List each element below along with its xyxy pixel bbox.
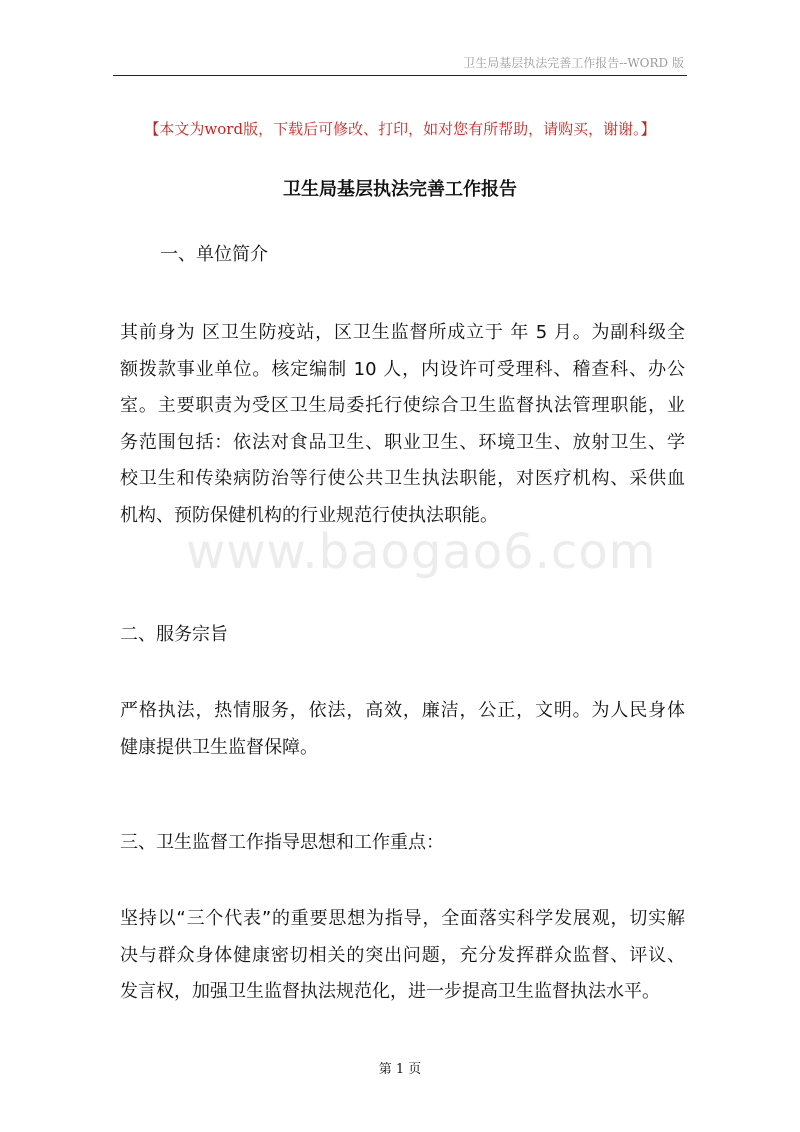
watermark: www.baogao6.com (186, 524, 657, 580)
section-paragraph-1 (120, 315, 685, 534)
running-header: 卫生局基层执法完善工作报告--WORD 版 (463, 56, 684, 70)
section-heading-3: 三、卫生监督工作指导思想和工作重点： (120, 832, 444, 853)
paragraph-line: 校卫生和传染病防治等行使公共卫生执法职能，对医疗机构、采供血 (120, 468, 685, 489)
header-divider (113, 75, 687, 76)
paragraph-line: 严格执法，热情服务，依法，高效，廉洁，公正，文明。为人民身体 (120, 700, 685, 721)
paragraph-line: 发言权，加强卫生监督执法规范化，进一步提高卫生监督执法水平。 (120, 981, 660, 1002)
section-paragraph-2 (120, 693, 685, 766)
section-heading-1: 一、单位简介 (160, 244, 268, 265)
document-title: 卫生局基层执法完善工作报告 (283, 179, 517, 200)
paragraph-line: 决与群众身体健康密切相关的突出问题，充分发挥群众监督、评议、 (120, 944, 685, 966)
paragraph-line: 额拨款事业单位。核定编制 10 人，内设许可受理科、稽查科、办公 (120, 358, 685, 380)
paragraph-line: 机构、预防保健机构的行业规范行使执法职能。 (120, 504, 498, 526)
paragraph-line: 健康提供卫生监督保障。 (120, 736, 318, 758)
paragraph-line: 室。主要职责为受区卫生局委托行使综合卫生监督执法管理职能，业 (120, 395, 685, 416)
paragraph-line: 其前身为 区卫生防疫站，区卫生监督所成立于 年 5 月。为副科级全 (120, 322, 685, 343)
paragraph-line: 坚持以“三个代表”的重要思想为指导，全面落实科学发展观，切实解 (120, 908, 685, 929)
section-heading-2: 二、服务宗旨 (120, 624, 228, 645)
paragraph-line: 务范围包括：依法对食品卫生、职业卫生、环境卫生、放射卫生、学 (120, 431, 685, 453)
download-notice: 【本文为word版，下载后可修改、打印，如对您有所帮助，请购买，谢谢。】 (144, 120, 656, 138)
section-paragraph-3 (120, 901, 685, 1011)
page-number: 第 1 页 (378, 1062, 422, 1077)
